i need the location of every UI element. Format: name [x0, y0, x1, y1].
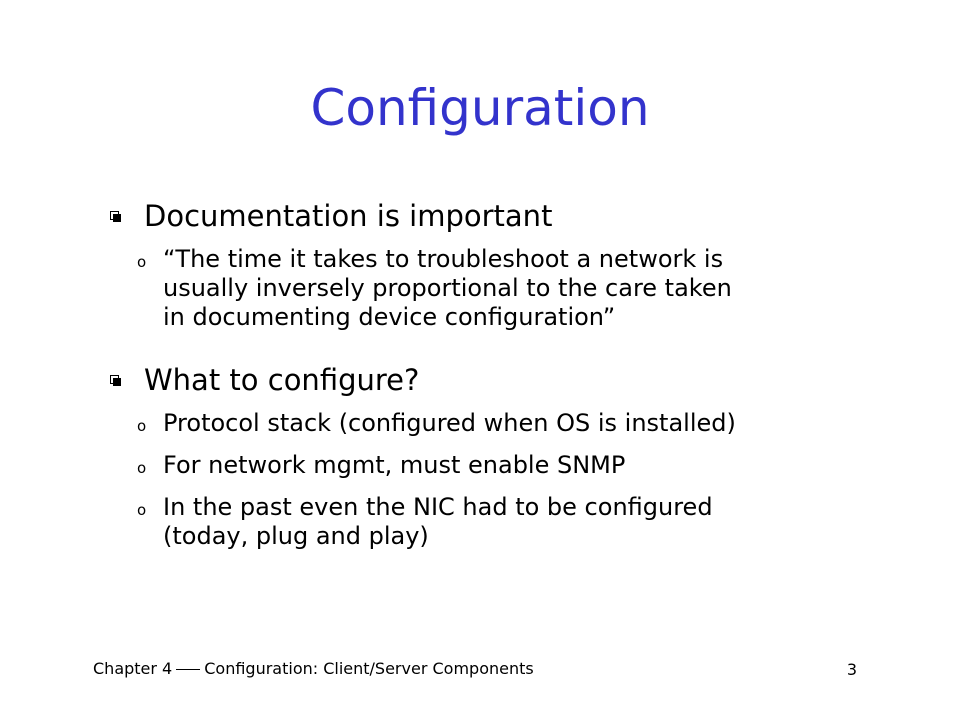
sub-bullet-protocol-stack [137, 409, 736, 438]
circle-bullet-icon: o [137, 459, 147, 477]
em-dash-divider [176, 669, 200, 670]
square-bullet-icon [110, 211, 119, 220]
footer-caption [93, 659, 534, 679]
bullet-label: What to configure? [144, 363, 420, 397]
sub-bullet-line: Protocol stack (configured when OS is installed) [163, 409, 736, 437]
footer-topic: Configuration: Client/Server Components [204, 659, 534, 678]
sub-bullet-line: For network mgmt, must enable SNMP [163, 451, 626, 479]
bullet-label: Documentation is important [144, 199, 553, 233]
sub-bullet-line: “The time it takes to troubleshoot a network is [163, 245, 724, 273]
page-number: 3 [846, 660, 857, 679]
sub-bullet-snmp [137, 451, 626, 480]
sub-bullet-nic [137, 493, 713, 551]
footer-chapter: Chapter 4 [93, 659, 173, 678]
slide-title: Configuration [310, 79, 650, 137]
square-bullet-icon [110, 375, 119, 384]
circle-bullet-icon: o [137, 501, 147, 519]
sub-bullet-line: usually inversely proportional to the care taken [163, 274, 732, 302]
circle-bullet-icon: o [137, 417, 147, 435]
sub-bullet-quote [137, 245, 732, 332]
sub-bullet-line: (today, plug and play) [163, 522, 429, 550]
sub-bullet-line: in documenting device configuration” [163, 303, 616, 331]
sub-bullet-line: In the past even the NIC had to be configured [163, 493, 713, 521]
circle-bullet-icon: o [137, 253, 147, 271]
